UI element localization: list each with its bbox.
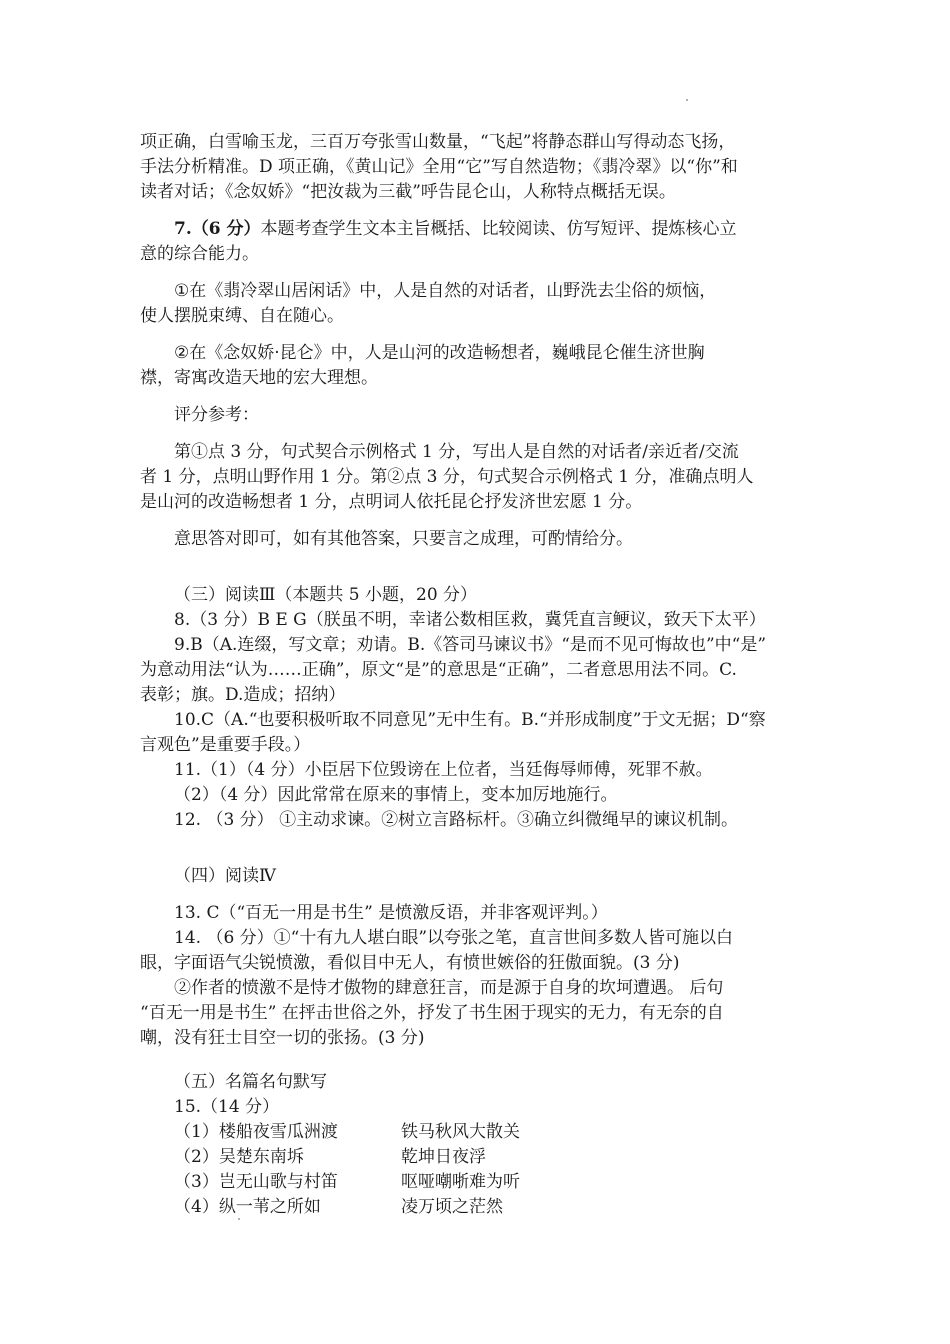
q7-number: 7.（6 分） (174, 219, 261, 239)
q15-row-1-right: 铁马秋风大散关 (401, 1122, 520, 1142)
q7-heading-text: 本题考查学生文本主旨概括、比较阅读、仿写短评、提炼核心立 (260, 219, 737, 239)
sec3-title: （三）阅读Ⅲ（本题共 5 小题，20 分） (174, 585, 478, 605)
q15-row-3-left: （3）岂无山歌与村笛 (174, 1172, 338, 1192)
q14-answer-3: ②作者的愤激不是恃才傲物的肆意狂言，而是源于自身的坎坷遭遇。 后句 (174, 978, 724, 998)
q14-answer-2: 眼，字面语气尖锐愤激，看似目中无人，有愤世嫉俗的狂傲面貌。(3 分) (140, 953, 680, 973)
q9-answer-1: 9.B（A.连缀，写文章；劝请。B.《答司马谏议书》“是而不见可悔故也”中“是” (174, 635, 767, 655)
q7-answer-2: ②在《念奴娇·昆仑》中，人是山河的改造畅想者，巍峨昆仑催生济世胸 (174, 343, 705, 363)
q7-score-line-3: 是山河的改造畅想者 1 分，点明词人依托昆仑抒发济世宏愿 1 分。 (140, 492, 643, 512)
q11-answer-1: 11.（1）（4 分）小臣居下位毁谤在上位者，当廷侮辱师傅，死罪不赦。 (174, 760, 713, 780)
q15-row-2-left: （2）吴楚东南坼 (174, 1147, 304, 1167)
q14-answer-1: 14. （6 分）①“十有九人堪白眼”以夸张之笔，直言世间多数人皆可施以白 (174, 928, 734, 948)
q7-heading (174, 217, 737, 242)
q9-answer-2: 为意动用法“认为……正确”，原文“是”的意思是“正确”，二者意思用法不同。C. (140, 660, 737, 680)
q7-score-line-2: 者 1 分，点明山野作用 1 分。第②点 3 分，句式契合示例格式 1 分，准确点明人 (140, 467, 754, 487)
intro-line-2: 手法分析精准。D 项正确，《黄山记》全用“它”写自然造物；《翡冷翠》以“你”和 (140, 157, 738, 177)
q7-note: 意思答对即可，如有其他答案，只要言之成理，可酌情给分。 (174, 529, 633, 549)
q10-answer-2: 言观色”是重要手段。） (140, 735, 311, 755)
sec5-title: （五）名篇名句默写 (174, 1072, 327, 1092)
q14-answer-5: 嘲，没有狂士目空一切的张扬。(3 分) (140, 1028, 425, 1048)
q9-answer-3: 表彰；旗。D.造成；招纳） (140, 685, 346, 705)
q7-answer-1: ①在《翡冷翠山居闲话》中，人是自然的对话者，山野洗去尘俗的烦恼， (174, 281, 717, 301)
sec4-title: （四）阅读Ⅳ (174, 866, 276, 886)
q8-answer: 8.（3 分）B E G（朕虽不明，幸诸公数相匡救，冀凭直言鲠议，致天下太平） (174, 610, 766, 630)
q7-heading-cont: 意的综合能力。 (140, 244, 259, 264)
q7-score-ref-label: 评分参考： (174, 405, 259, 425)
intro-line-3: 读者对话；《念奴娇》“把汝裁为三截”呼告昆仑山，人称特点概括无误。 (140, 182, 676, 202)
scan-speck (238, 1218, 240, 1220)
q15-heading: 15.（14 分） (174, 1097, 280, 1117)
q15-row-2-right: 乾坤日夜浮 (401, 1147, 486, 1167)
q14-answer-4: “百无一用是书生” 在抨击世俗之外，抒发了书生困于现实的无力，有无奈的自 (140, 1003, 724, 1023)
q7-answer-2-cont: 襟，寄寓改造天地的宏大理想。 (140, 368, 378, 388)
q7-answer-1-cont: 使人摆脱束缚、自在随心。 (140, 306, 344, 326)
q15-row-3-right: 呕哑嘲哳难为听 (401, 1172, 520, 1192)
q15-row-4-left: （4）纵一苇之所如 (174, 1197, 321, 1217)
q7-score-line-1: 第①点 3 分，句式契合示例格式 1 分，写出人是自然的对话者/亲近者/交流 (174, 442, 739, 462)
q11-answer-2: （2）（4 分）因此常常在原来的事情上，变本加厉地施行。 (174, 785, 618, 805)
q12-answer: 12. （3 分） ①主动求谏。②树立言路标杆。③确立纠微绳早的谏议机制。 (174, 810, 739, 830)
q13-answer: 13. C（“百无一用是书生” 是愤激反语，并非客观评判。） (174, 903, 608, 923)
scan-speck (686, 99, 688, 101)
intro-line-1: 项正确，白雪喻玉龙，三百万夸张雪山数量，“飞起”将静态群山写得动态飞扬， (140, 132, 736, 152)
q15-row-4-right: 凌万顷之茫然 (401, 1197, 503, 1217)
q10-answer-1: 10.C（A.“也要积极听取不同意见”无中生有。B.“并形成制度”于文无据；D“察 (174, 710, 766, 730)
q15-row-1-left: （1）楼船夜雪瓜洲渡 (174, 1122, 338, 1142)
